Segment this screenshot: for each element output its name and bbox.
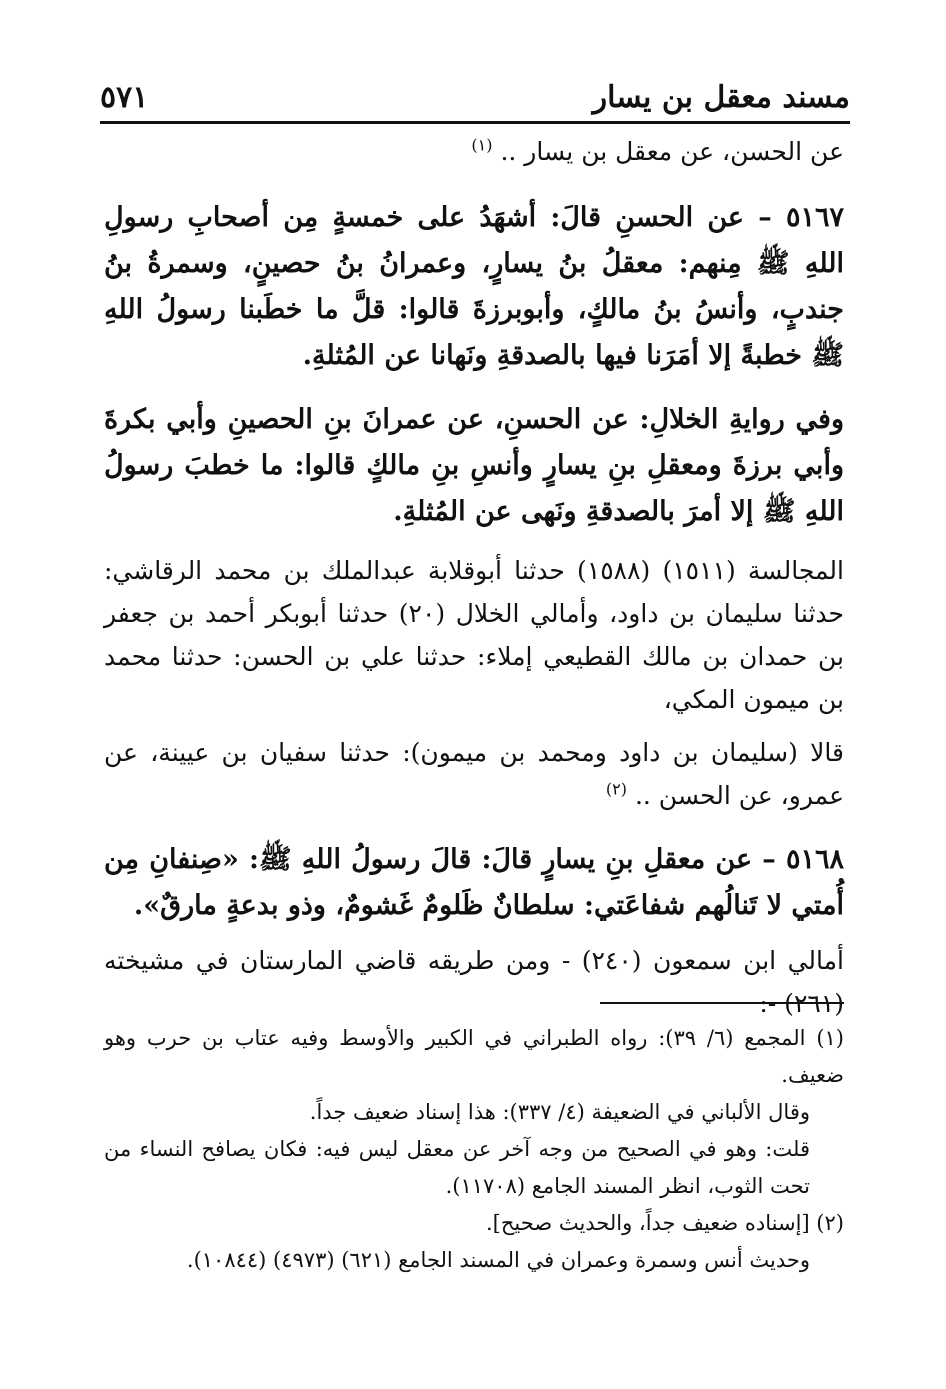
footnote-2-line-1: (٢) [إسناده ضعيف جداً، والحديث صحيح]. [486,1211,844,1235]
hadith-text-5167: عن الحسنِ قالَ: أشهَدُ على خمسةٍ مِن أصحابِ رسولِ اللهِ ﷺ مِنهم: معقلُ بنُ يسارٍ، وعمرانُ بنُ حصينٍ، وسمرةُ بنُ جندبٍ، وأنسُ بنُ مالكٍ، وأبوبرزةَ قالوا: قلَّ ما خطَبنا رسولُ اللهِ ﷺ خطبةً إلا أمَرَنا فيها بالصدقةِ ونَهانا عن المُثلةِ. [104,202,844,371]
source-text-3: أمالي ابن سمعون (٢٤٠) - ومن طريقه قاضي المارستان في مشيخته (٢٦١) -: [104,946,844,1018]
hadith-number-5167: ٥١٦٧ [786,202,845,233]
footnote-1-line-1: (١) المجمع (٦/ ٣٩): رواه الطبراني في الكبير والأوسط وفيه عتاب بن حرب وهو ضعيف. [104,1026,844,1087]
header-rule [100,121,850,124]
footnote-ref-2: (٢) [605,779,628,799]
source-text-1: المجالسة (١٥١١) (١٥٨٨) حدثنا أبوقلابة عبدالملك بن محمد الرقاشي: حدثنا سليمان بن داود، وأمالي الخلال (٢٠) حدثنا أبوبكر أحمد بن جعفر بن حمدان بن مالك القطيعي إملاء: حدثنا علي بن الحسن: حدثنا محمد بن ميمون المكي، [104,556,845,714]
source-paragraph-3 [104,939,844,1025]
hadith-dash: – [758,202,772,233]
footnote-ref-1: (١) [471,135,493,155]
hadith-number-5168: ٥١٦٨ [785,844,844,875]
footnote-1-line-3: قلت: وهو في الصحيح من وجه آخر عن معقل ليس فيه: فكان يصافح النساء من تحت الثوب، انظر المسند الجامع (١١٧٠٨). [104,1137,810,1198]
hadith-5168 [104,837,844,929]
source-paragraph-2 [104,731,844,817]
hadith-text-5168: عن معقلِ بنِ يسارٍ قالَ: قالَ رسولُ اللهِ ﷺ: «صِنفانِ مِن أُمتي لا تَنالُهم شفاعَتي: سلطانٌ ظَلومٌ غَشومٌ، وذو بدعةٍ مارقٌ». [104,844,844,921]
main-text [104,130,844,1025]
continuation-paragraph [104,130,844,173]
footnote-1-line-2: وقال الألباني في الضعيفة (٤/ ٣٣٧): هذا إسناد ضعيف جداً. [309,1100,810,1124]
hadith-dash: – [762,844,776,875]
running-title: مسند معقل بن يسار [592,80,850,115]
continuation-text: عن الحسن، عن معقل بن يسار .. [500,137,844,166]
page-number: ٥٧١ [100,80,149,115]
source-paragraph-1 [104,549,844,721]
footnote-2-line-2: وحديث أنس وسمرة وعمران في المسند الجامع (٦٢١) (٤٩٧٣) (١٠٨٤٤). [186,1248,810,1272]
footnote-separator [600,1002,844,1004]
page-header [100,78,850,118]
source-text-2: قالا (سليمان بن داود ومحمد بن ميمون): حدثنا سفيان بن عيينة، عن عمرو، عن الحسن .. [104,738,844,810]
hadith-5167 [104,195,844,379]
khallal-narration [104,397,844,535]
footnotes [104,1020,844,1279]
khallal-text: وفي روايةِ الخلالِ: عن الحسنِ، عن عمرانَ بنِ الحصينِ وأبي بكرةَ وأبي برزةَ ومعقلِ بنِ يسارٍ وأنسِ بنِ مالكٍ قالوا: ما خطبَ رسولُ اللهِ ﷺ إلا أمرَ بالصدقةِ ونَهى عن المُثلةِ. [104,404,844,527]
